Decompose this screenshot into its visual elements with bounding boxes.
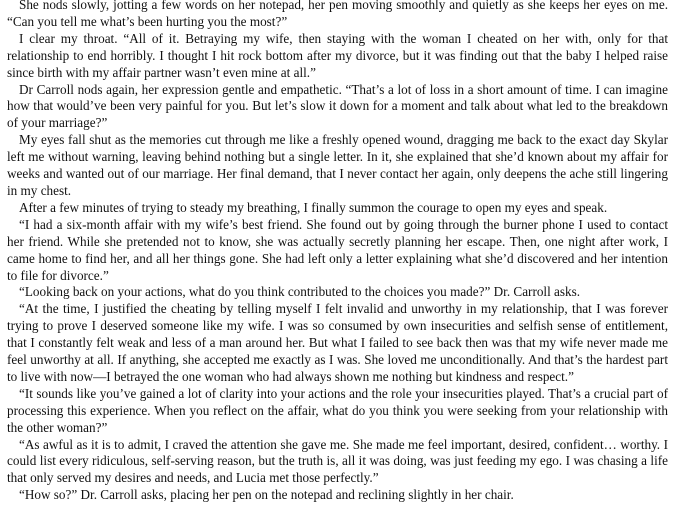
paragraph: Dr Carroll nods again, her expression gentle and empathetic. “That’s a lot of loss in a short amount of time. I can imagine how that would’ve been very painful for you. But let’s slow it down for a moment and talk about what led to the breakdown of your marriage?” bbox=[7, 81, 668, 131]
paragraph: “I had a six-month affair with my wife’s best friend. She found out by going through the burner phone I used to contact her friend. While she pretended not to know, she was actually secretly planning her escape. Then, one night after work, I came home to find her, and all her things gone. She had left only a letter explaining what she’d discovered and her intention to file for divorce.” bbox=[7, 216, 668, 283]
paragraph: I clear my throat. “All of it. Betraying my wife, then staying with the woman I cheated on her with, only for that relationship to end horribly. I thought I hit rock bottom after my divorce, but it was finding out that the baby I helped raise since birth with my affair partner wasn’t even mine at all.” bbox=[7, 30, 668, 80]
paragraph: “It sounds like you’ve gained a lot of clarity into your actions and the role your insecurities played. That’s a crucial part of processing this experience. When you reflect on the affair, what do you think you were seeking from your relationship with the other woman?” bbox=[7, 385, 668, 435]
paragraph: My eyes fall shut as the memories cut through me like a freshly opened wound, dragging me back to the exact day Skylar left me without warning, leaving behind nothing but a single letter. In it, she explained that she’d known about my affair for weeks and wanted out of our marriage. Her final demand, that I never contact her again, only deepens the ache still lingering in my chest. bbox=[7, 132, 668, 198]
paragraph: “At the time, I justified the cheating by telling myself I felt invalid and unworthy in my relationship, that I was forever trying to prove I deserved someone like my wife. I was so consumed by own insecurities and selfish sense of entitlement, that I constantly felt weak and less of a man around her. But what I failed to see back then was that my wife never made me feel unworthy at all. If anything, she accepted me exactly as I was. She loved me unconditionally. And that’s the hardest part to live with now—I betrayed the one woman who had always shown me nothing but kindness and respect.” bbox=[7, 301, 668, 384]
paragraph: She nods slowly, jotting a few words on her notepad, her pen moving smoothly and quietly as she keeps her eyes on me. “Can you tell me what’s been hurting you the most?” bbox=[7, 0, 668, 29]
paragraph: “How so?” Dr. Carroll asks, placing her pen on the notepad and reclining slightly in her chair. bbox=[19, 487, 514, 503]
paragraph: “Looking back on your actions, what do you think contributed to the choices you made?” Dr. Carroll asks. bbox=[19, 284, 581, 300]
paragraph: “As awful as it is to admit, I craved the attention she gave me. She made me feel important, desired, confident… worthy. I could list every ridiculous, self-serving reason, but the truth is, all it was doing, was just feeding my ego. I was chasing a life that only served my desires and needs, and Lucia met those perfectly.” bbox=[7, 436, 668, 486]
paragraph: After a few minutes of trying to steady my breathing, I finally summon the courage to open my eyes and speak. bbox=[19, 199, 608, 215]
